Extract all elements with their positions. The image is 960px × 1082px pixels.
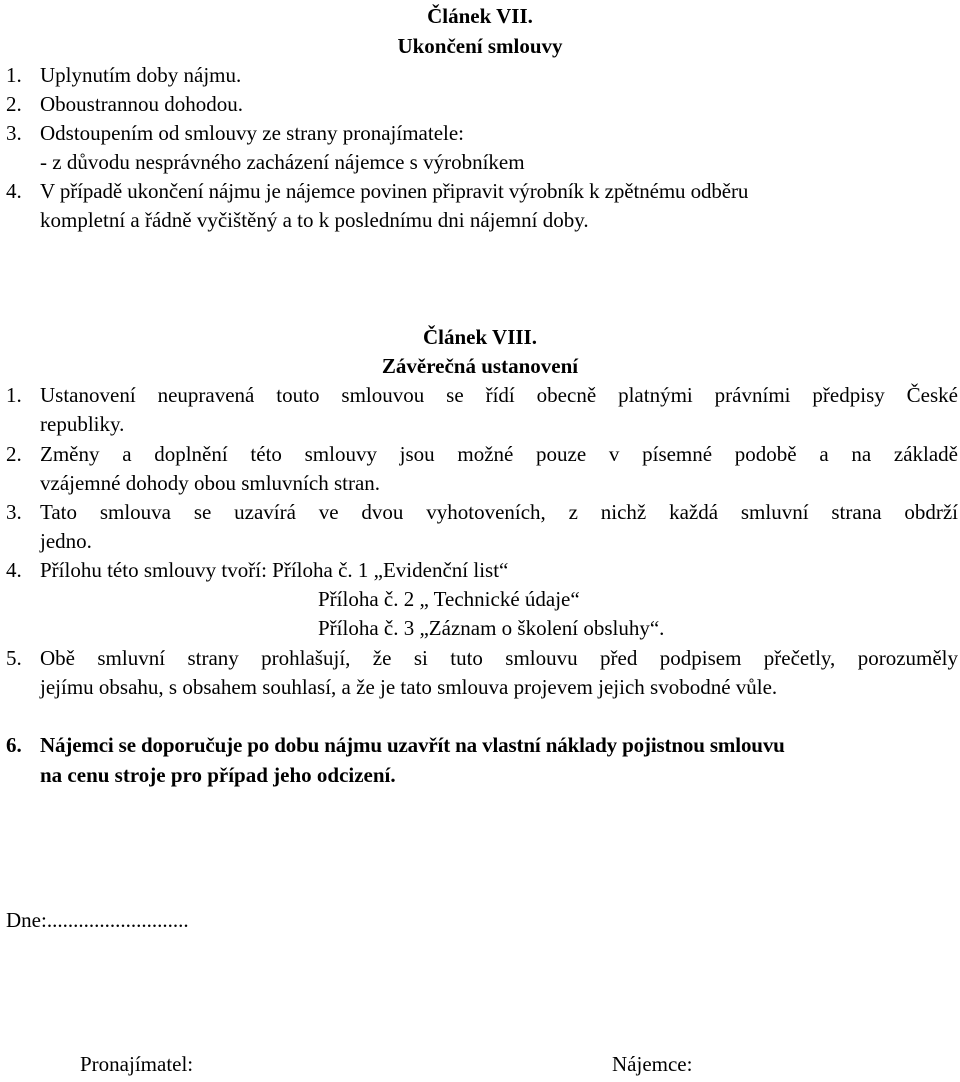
article-8-item-1-text: Ustanovení neupravená touto smlouvou se řídí obecně platnými právními předpisy České [40, 383, 958, 407]
article-8-item-5-text: Obě smluvní strany prohlašují, že si tuto smlouvu před podpisem přečetly, porozuměly [40, 646, 958, 670]
article-8-item-2-continuation: vzájemné dohody obou smluvních stran. [40, 471, 381, 495]
article-7-item-2-number: 2. [6, 92, 22, 116]
annex-3-line: Příloha č. 3 „Záznam o školení obsluhy“. [318, 616, 665, 640]
article-7-item-4-text: V případě ukončení nájmu je nájemce povinen připravit výrobník k zpětnému odběru [40, 179, 749, 203]
article-8-subheading: Závěrečná ustanovení [381, 354, 579, 378]
article-7-item-3-subpoint: - z důvodu nesprávného zacházení nájemce s výrobníkem [40, 150, 525, 174]
article-8-item-4-number: 4. [6, 558, 22, 582]
article-7-item-2-text: Oboustrannou dohodou. [40, 92, 243, 116]
lessee-signature-label: Nájemce: [612, 1052, 693, 1076]
article-8-item-3-continuation: jedno. [40, 529, 92, 553]
article-8-item-3-text: Tato smlouva se uzavírá ve dvou vyhotoveních, z nichž každá smluvní strana obdrží [40, 500, 958, 524]
article-7-item-4-continuation: kompletní a řádně vyčištěný a to k poslednímu dni nájemní doby. [40, 208, 589, 232]
article-8-item-2-text: Změny a doplnění této smlouvy jsou možné pouze v písemné podobě a na základě [40, 442, 958, 466]
article-8-item-5-continuation: jejímu obsahu, s obsahem souhlasí, a že je tato smlouva projevem jejich svobodné vůle. [40, 675, 778, 699]
article-8-item-6-text: Nájemci se doporučuje po dobu nájmu uzavřít na vlastní náklady pojistnou smlouvu [40, 733, 785, 757]
article-7-heading: Článek VII. [427, 4, 533, 28]
article-8-item-1-continuation: republiky. [40, 412, 125, 436]
article-8-item-5-number: 5. [6, 646, 22, 670]
article-7-item-1-number: 1. [6, 63, 22, 87]
article-8-item-4-text: Přílohu této smlouvy tvoří: Příloha č. 1 „Evidenční list“ [40, 558, 509, 582]
date-line: Dne:........................... [6, 908, 189, 932]
article-7-item-4-number: 4. [6, 179, 22, 203]
article-8-item-1-number: 1. [6, 383, 22, 407]
article-7-item-3-number: 3. [6, 121, 22, 145]
article-8-item-3-number: 3. [6, 500, 22, 524]
article-7-item-1-text: Uplynutím doby nájmu. [40, 63, 242, 87]
article-8-heading: Článek VIII. [423, 325, 537, 349]
article-7-subheading: Ukončení smlouvy [397, 34, 563, 58]
lessor-signature-label: Pronajímatel: [80, 1052, 194, 1076]
article-8-item-2-number: 2. [6, 442, 22, 466]
article-7-item-3-text: Odstoupením od smlouvy ze strany pronajímatele: [40, 121, 464, 145]
article-8-item-6-number: 6. [6, 733, 22, 757]
article-8-item-6-continuation: na cenu stroje pro případ jeho odcizení. [40, 763, 396, 787]
annex-2-line: Příloha č. 2 „ Technické údaje“ [318, 587, 580, 611]
